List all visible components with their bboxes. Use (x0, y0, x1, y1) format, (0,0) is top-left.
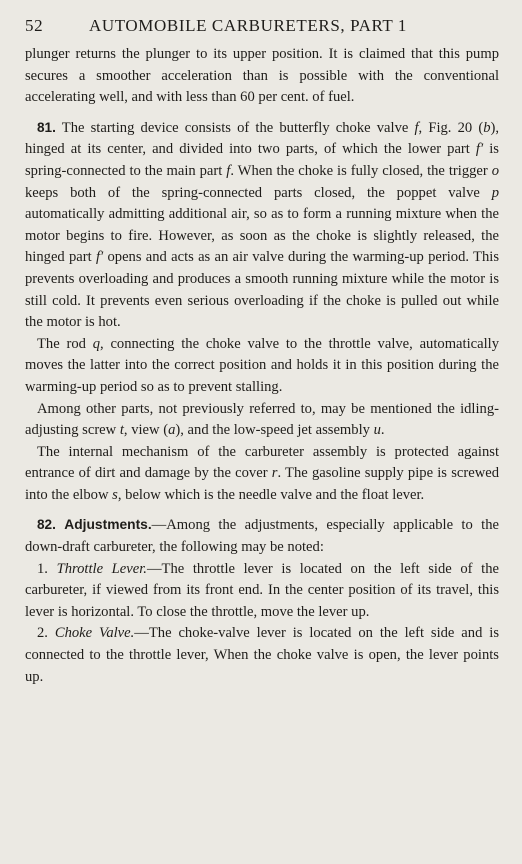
paragraph-text: Among other parts, not previously referred to, may be mentioned the idling-adjusting screw (25, 400, 499, 439)
italic-symbol: u (373, 422, 381, 439)
paragraph-text: . When the choke is fully closed, the trigger (230, 162, 492, 179)
paragraph-item-1 (25, 559, 499, 624)
section-number: 81. (37, 119, 56, 135)
paragraph-82 (25, 514, 499, 558)
paragraph-81 (25, 117, 499, 334)
paragraph-text: , connecting the choke valve to the throttle valve, automatically moves the latter into the correct position and holds it in this position during the warming-up period so as to prevent stalling. (25, 335, 499, 395)
paragraph-internal-mechanism (25, 442, 499, 507)
paragraph-text: . The gasoline supply pipe is screwed into the elbow (25, 465, 500, 503)
italic-symbol: f′ (95, 249, 104, 266)
paragraph-other-parts (25, 399, 499, 442)
book-page (25, 14, 499, 688)
page-header (25, 14, 499, 44)
paragraph-text: is spring-connected to the main part (25, 141, 499, 179)
italic-symbol: p (491, 184, 499, 201)
italic-symbol: s (112, 486, 118, 503)
section-heading: Adjustments. (64, 517, 152, 533)
page-number: 52 (25, 16, 44, 35)
italic-symbol: b (483, 119, 491, 136)
body-text (25, 44, 499, 688)
paragraph-text: The internal mechanism of the carbureter assembly is protected against entrance of dirt and damage by the cover (25, 443, 499, 482)
paragraph-text: keeps both of the spring-connected parts closed, the poppet valve (25, 184, 492, 201)
italic-symbol: q (92, 335, 101, 352)
paragraph-text: , below which is the needle valve and the float lever. (117, 486, 425, 503)
item-term: Throttle Lever. (56, 560, 147, 577)
italic-symbol: a (168, 422, 176, 439)
item-term: Choke Valve. (54, 625, 135, 642)
italic-symbol: t (119, 422, 124, 439)
paragraph-text: plunger returns the plunger to its upper position. It is claimed that this pump secures a smoother acceleration than is possible with the conventional accelerating well, and with less than 60 per cent. of fuel. (25, 46, 499, 106)
italic-symbol: f′ (475, 141, 484, 158)
section-number: 82. (37, 517, 56, 533)
paragraph-text: —Among the adjustments, especially applicable to the down-draft carbureter, the following may be noted: (25, 517, 499, 556)
paragraph-text: —The choke-valve lever is located on the left side and is connected to the throttle lever, When the choke valve is open, the lever points up. (25, 625, 499, 685)
item-number: 1. (37, 560, 48, 577)
paragraph-item-2 (25, 623, 499, 688)
paragraph-text: —The throttle lever is located on the left side of the carbureter, if viewed from its front end. In the center position of its travel, this lever is horizontal. To close the throttle, move the lever up. (25, 560, 499, 620)
paragraph-text: opens and acts as an air valve during the warming-up period. This prevents overloading and produces a smooth running mixture while the motor is still cold. It prevents even serious overloading if the choke is pulled out while the motor is hot. (25, 249, 499, 331)
paragraph-text: ), hinged at its center, and divided into two parts, of which the lower part (25, 119, 499, 158)
italic-symbol: f (226, 162, 231, 179)
paragraph-text: automatically admitting additional air, so as to form a running mixture when the motor begins to fire. However, as soon as the choke is slightly released, the hinged part (25, 206, 499, 266)
paragraph-text: ), and the low-speed jet assembly (175, 422, 374, 439)
paragraph-continued (25, 44, 499, 109)
paragraph-text: . (380, 422, 385, 439)
paragraph-text: , Fig. 20 ( (418, 119, 484, 136)
paragraph-text: , view ( (123, 422, 169, 439)
italic-symbol: r (271, 465, 278, 482)
paragraph-text: The starting device consists of the butterfly choke valve (55, 119, 415, 136)
paragraph-text: The rod (37, 335, 93, 352)
italic-symbol: f (414, 119, 419, 136)
italic-symbol: o (491, 162, 499, 179)
paragraph-rod (25, 334, 499, 399)
item-number: 2. (37, 625, 48, 642)
running-head: AUTOMOBILE CARBURETERS, PART 1 (89, 16, 407, 35)
